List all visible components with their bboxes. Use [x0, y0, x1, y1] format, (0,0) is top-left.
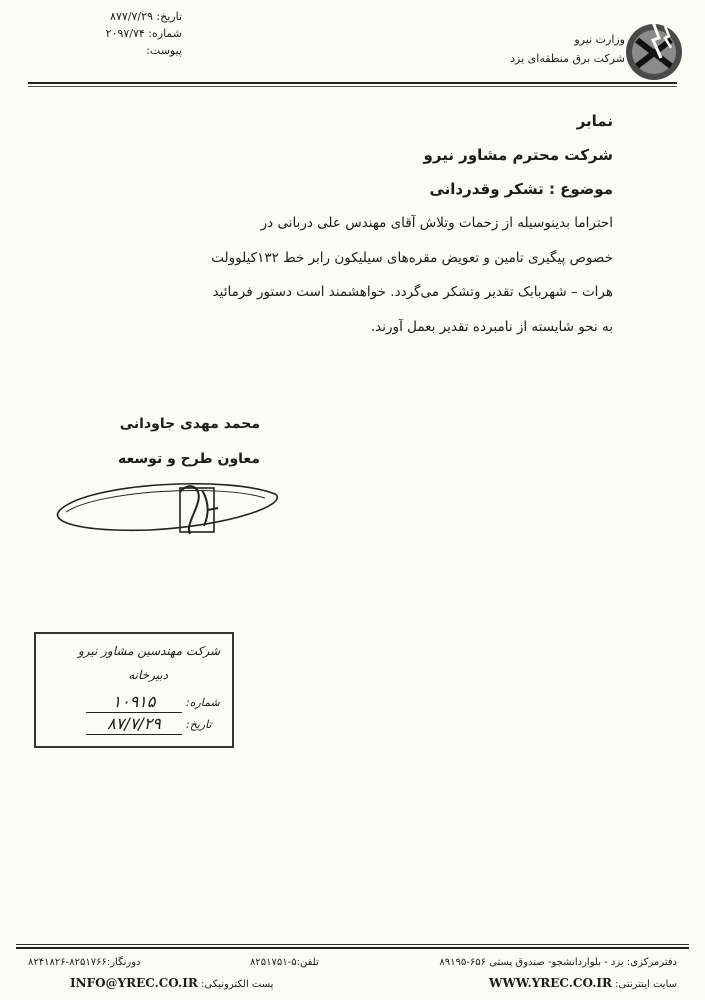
attachment-label: پیوست: — [146, 44, 182, 57]
number-value: ۲۰۹۷/۷۴ — [105, 27, 145, 40]
number-row — [62, 25, 182, 42]
body-line: خصوص پیگیری تامین و تعویض مقره‌های سیلیکون رابر خط ۱۳۲کیلوولت — [211, 249, 613, 266]
stamp-number-label: شماره: — [186, 696, 220, 709]
organization — [425, 30, 625, 68]
stamp-date-label: تاریخ: — [186, 718, 212, 731]
header-divider — [28, 82, 677, 84]
footer-address: دفترمرکزی: یزد - بلواردانشجو- صندوق پستی ۶۵۶-۸۹۱۹۵ — [439, 957, 677, 968]
company-name: شرکت برق منطقه‌ای یزد — [510, 52, 625, 65]
subject: موضوع : تشکر وقدردانی — [429, 180, 613, 198]
company-logo-icon — [623, 18, 685, 84]
signatory-title: معاون طرح و توسعه — [118, 451, 260, 467]
footer-divider-thick — [16, 947, 689, 949]
website-link[interactable]: WWW.YREC.CO.IR — [488, 976, 612, 990]
body-line: هرات – شهربابک تقدیر وتشکر می‌گردد. خواهشمند است دستور فرمائید — [212, 284, 613, 300]
header-divider-thin — [28, 86, 677, 87]
recipient: شرکت محترم مشاور نیرو — [423, 146, 613, 164]
handwritten-signature — [40, 470, 290, 540]
stamp-secretariat: دبیرخانه — [128, 668, 168, 682]
date-label: تاریخ: — [156, 10, 182, 23]
attachment-row — [62, 42, 182, 59]
stamp-number-value: ۱۰۹۱۵ — [86, 692, 182, 713]
signatory-name: محمد مهدی جاودانی — [119, 416, 260, 432]
stamp-company: شرکت مهندسین مشاور نیرو — [77, 644, 220, 658]
body-line: به نحو شایسته از نامبرده تقدیر بعمل آورند. — [370, 318, 613, 335]
email-link[interactable]: INFO@YREC.CO.IR — [70, 976, 198, 990]
number-label: شماره: — [148, 27, 182, 40]
letter-body — [28, 206, 613, 344]
stamp-date-value: ۸۷/۷/۲۹ — [86, 714, 182, 735]
footer-divider — [16, 944, 689, 945]
date-row — [62, 8, 182, 25]
date-value: ۸۷۷/۷/۲۹ — [110, 10, 153, 23]
website-label: سایت اینترنتی: — [615, 979, 677, 990]
footer-phone: تلفن:۵-۸۲۵۱۷۵۱ — [250, 957, 319, 968]
footer-fax: دورنگار:۸۲۵۱۷۶۶-۸۲۴۱۸۲۶ — [28, 957, 141, 968]
body-line: احتراما بدینوسیله از زحمات وتلاش آقای مهندس علی دربانی در — [260, 215, 613, 231]
letter-meta — [62, 8, 182, 59]
email-label: پست الکترونیکی: — [201, 979, 274, 990]
ministry-name: وزارت نیرو — [574, 33, 625, 46]
footer-website — [489, 976, 677, 990]
letter-type: نمابر — [576, 112, 613, 130]
received-stamp — [34, 632, 234, 748]
footer-email — [70, 976, 273, 990]
